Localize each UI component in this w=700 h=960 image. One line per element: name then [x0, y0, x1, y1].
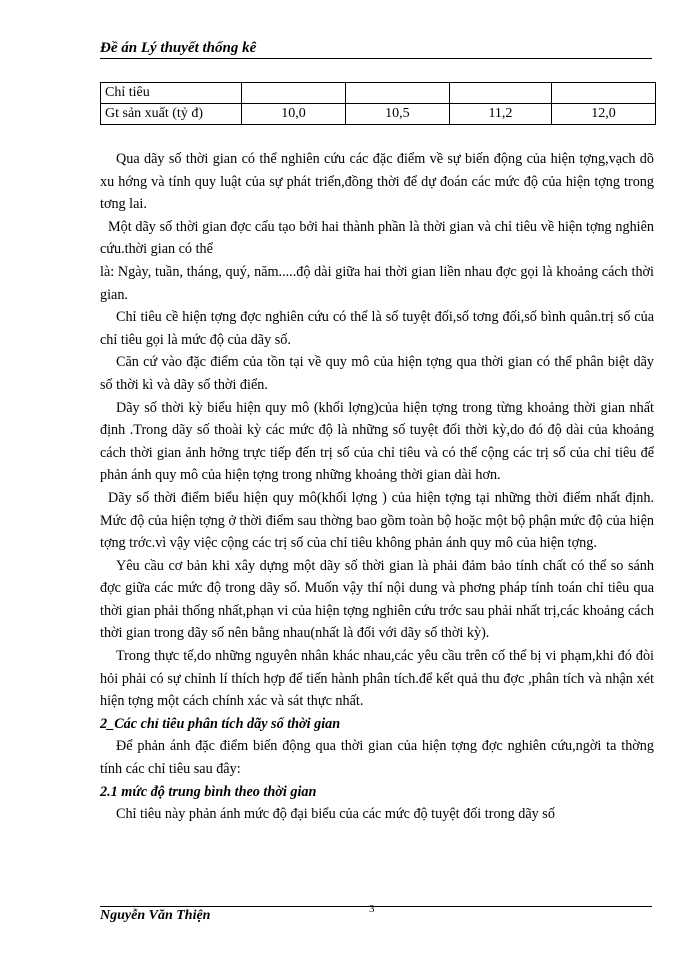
paragraph: Yêu cầu cơ bản khi xây dựng một dãy số thời gian là phải đảm bảo tính chất có thể so sánh đợc giữa các mức độ trong dãy số. Muốn vậy thí nội dung và phơng pháp tính toán chỉ tiêu qua thời gian phải thống nhất,phạn vi của hiện tợng nghiên cứu trớc sau phải nhất trị,các khoảng cách thời gian trong dãy số nên bằng nhau(nhất là đối với dãy số thời kỳ).: [100, 557, 654, 642]
table-cell: [449, 83, 551, 104]
paragraph: Chỉ tiêu cề hiện tợng đợc nghiên cứu có thể là số tuyệt đối,số tơng đối,số bình quân.trị số của chỉ tiêu gọi là mức độ của dãy số.: [100, 309, 654, 348]
table-cell-value: 10,0: [242, 104, 346, 125]
document-body: [100, 148, 654, 826]
page-header: Đề án Lý thuyết thống kê: [100, 40, 652, 59]
table-cell-value: 10,5: [345, 104, 449, 125]
production-table: [100, 82, 656, 125]
section-heading: 2_Các chỉ tiêu phân tích dãy số thời gian: [100, 715, 341, 732]
paragraph: là: Ngày, tuần, tháng, quý, năm.....độ dài giữa hai thời gian liền nhau đợc gọi là khoảng cách thời gian.: [100, 263, 654, 303]
paragraph: Trong thực tế,do những nguyên nhân khác nhau,các yêu cầu trên cố thể bị vi phạm,khi đó đòi hỏi phải có sự chỉnh lí thích hợp để tiến hành phân tích.để kết quả thu đợc ,phân tích và nhận xét hiện tợng một cách chính xác và sát thực nhất.: [100, 648, 654, 710]
table-cell: [242, 83, 346, 104]
paragraph: Dãy số thời kỳ biểu hiện quy mô (khối lợng)của hiện tợng trong từng khoảng thời gian nhất định .Trong dãy số thoài kỳ các mức độ là những số tuyệt đối thời kỳ,do đó độ dài của khoảng cách thời gian ảnh hởng trực tiếp đến trị số của chỉ tiêu và có thể cộng các trị số của chỉ tiêu để phản ánh quy mô của hiện tợng trong những khoảng thời gian dài hơn.: [100, 399, 654, 484]
paragraph: Chỉ tiêu này phản ánh mức độ đại biểu của các mức độ tuyệt đối trong dãy số: [116, 806, 555, 823]
table-row: [101, 83, 656, 104]
table-row: [101, 104, 656, 125]
paragraph: Dãy số thời điểm biểu hiện quy mô(khối lợng ) của hiện tợng tại những thời điểm nhất định. Mức độ của hiện tợng ở thời điểm sau thờng bao gồm toàn bộ hoặc một bộ phận mức độ của hiện tợng trớc.vì vậy việc cộng các trị số của chỉ tiêu không phản ánh quy mô của hiện tợng.: [100, 489, 654, 552]
table-cell-value: 11,2: [449, 104, 551, 125]
table-cell: [345, 83, 449, 104]
paragraph: Qua dãy số thời gian có thể nghiên cứu các đặc điểm về sự biến động của hiện tợng,vạch dõ xu hớng và tính quy luật của sự phát triển,đồng thời để dự đoán các mức độ của hiện tợng trong tơng lai.: [100, 151, 654, 213]
row-label-indicator: Chỉ tiêu: [101, 83, 242, 104]
page-number: 3: [369, 903, 375, 915]
table-cell-value: 12,0: [552, 104, 656, 125]
paragraph: Để phản ánh đặc điểm biến động qua thời gian của hiện tợng đợc nghiên cứu,ngời ta thờng tính các chỉ tiêu sau đây:: [100, 738, 654, 778]
paragraph: Căn cứ vào đặc điểm của tồn tại về quy mô của hiện tợng qua thời gian có thể phân biệt dãy số thời kì và dãy số thời điển.: [100, 354, 654, 393]
row-label-production-value: Gt sản xuất (tỷ đ): [101, 104, 242, 125]
footer-author: Nguyễn Văn Thiện: [100, 908, 211, 923]
subsection-heading: 2.1 mức độ trung bình theo thời gian: [100, 783, 317, 800]
table-cell: [552, 83, 656, 104]
footer-divider: [100, 906, 652, 907]
paragraph: Một dãy số thời gian đợc cấu tạo bởi hai thành phần là thời gian và chỉ tiêu về hiện tợng nghiên cứu.thời gian có thể: [100, 218, 654, 258]
